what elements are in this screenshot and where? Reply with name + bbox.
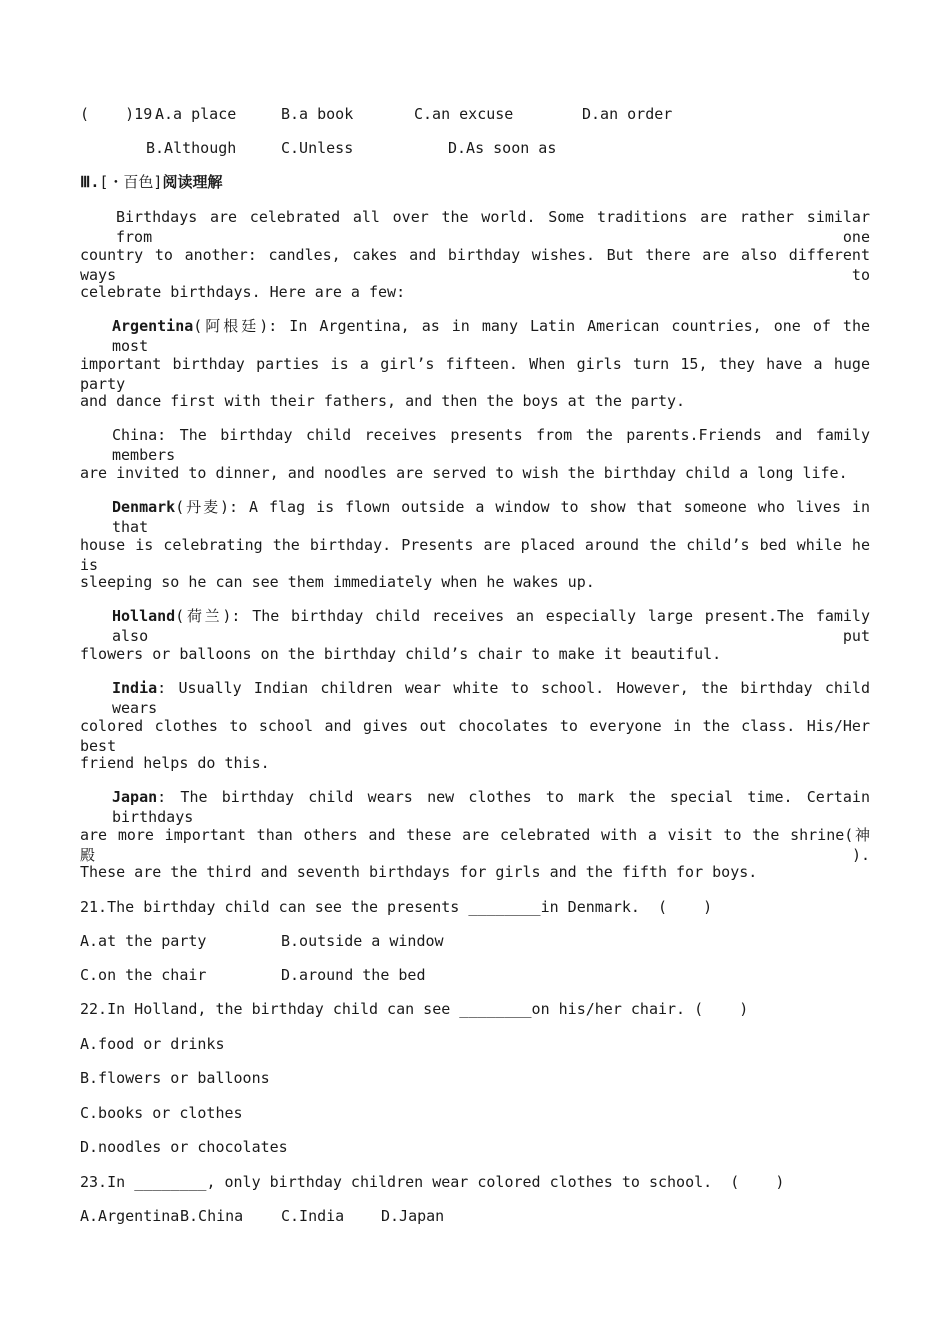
option-b: B.outside a window [281, 932, 444, 950]
country-name-argentina: Argentina [112, 317, 194, 335]
answer-blank: ________ [459, 1000, 532, 1018]
option-a: A.at the party [80, 932, 207, 950]
question-19-number: ( )19. [80, 105, 162, 123]
option-b: B.Although [146, 139, 237, 157]
paragraph-line: are invited to dinner, and noodles are served to wish the birthday child a long life. [80, 464, 848, 482]
denmark-text: (丹麦): A flag is flown outside a window to show that someone who lives in that [112, 498, 870, 536]
japan-paragraph-line [112, 787, 870, 827]
section-source: [・百色] [99, 173, 163, 191]
paragraph-line: friend helps do this. [80, 754, 270, 772]
answer-blank: ________ [134, 1173, 207, 1191]
option-c: C.India [281, 1207, 345, 1225]
stem-text: , only birthday children wear colored clothes to school. ( ) [206, 1173, 785, 1191]
japan-text: : The birthday child wears new clothes to mark the special time. Certain birthdays [112, 788, 870, 826]
paragraph-line: sleeping so he can see them immediately when he wakes up. [80, 573, 595, 591]
option-d: D.an order [582, 105, 673, 123]
option-b: B.a book [281, 105, 354, 123]
paragraph-line: important birthday parties is a girl’s fifteen. When girls turn 15, they have a huge party [80, 355, 870, 393]
option-b: B.China [180, 1207, 244, 1225]
option-d: D.around the bed [281, 966, 426, 984]
paragraph-line: flowers or balloons on the birthday child’s chair to make it beautiful. [80, 645, 722, 663]
paragraph-line: Birthdays are celebrated all over the world. Some traditions are rather similar from one [116, 208, 870, 246]
option-a: A.food or drinks [80, 1035, 225, 1053]
option-d: D.As soon as [448, 139, 557, 157]
option-a: A.a place [155, 105, 237, 123]
india-text: : Usually Indian children wear white to school. However, the birthday child wears [112, 679, 870, 717]
option-d: D.Japan [381, 1207, 445, 1225]
section-number: Ⅲ. [80, 173, 100, 191]
answer-blank: ________ [468, 898, 541, 916]
country-name-japan: Japan [112, 788, 158, 806]
paragraph-line: country to another: candles, cakes and birthday wishes. But there are also different ways to [80, 246, 870, 284]
paragraph-line: celebrate birthdays. Here are a few: [80, 283, 406, 301]
question-23-stem [80, 1172, 784, 1192]
stem-text: 21.The birthday child can see the presents [80, 898, 469, 916]
paragraph-line: are more important than others and these are celebrated with a visit to the shrine(神殿). [80, 826, 870, 864]
stem-text: 22.In Holland, the birthday child can see [80, 1000, 460, 1018]
country-name-india: India [112, 679, 158, 697]
option-d: D.noodles or chocolates [80, 1138, 288, 1156]
section-title: 阅读理解 [162, 173, 223, 191]
paragraph-line: and dance first with their fathers, and then the boys at the party. [80, 392, 686, 410]
india-paragraph-line [112, 678, 870, 718]
argentina-text: (阿根廷): In Argentina, as in many Latin American countries, one of the most [112, 317, 870, 355]
option-c: C.Unless [281, 139, 354, 157]
country-name-denmark: Denmark [112, 498, 176, 516]
china-paragraph-line: China: The birthday child receives presents from the parents.Friends and family members [112, 426, 870, 464]
stem-text: on his/her chair. ( ) [531, 1000, 749, 1018]
paragraph-line: house is celebrating the birthday. Presents are placed around the child’s bed while he is [80, 536, 870, 574]
holland-text: (荷兰): The birthday child receives an especially large present.The family also put [112, 607, 870, 645]
section-heading [80, 172, 222, 192]
country-name-holland: Holland [112, 607, 176, 625]
paragraph-line: colored clothes to school and gives out chocolates to everyone in the class. His/Her best [80, 717, 870, 755]
stem-text: in Denmark. ( ) [540, 898, 713, 916]
denmark-paragraph-line [112, 497, 870, 537]
question-22-stem [80, 999, 748, 1019]
stem-text: 23.In [80, 1173, 135, 1191]
option-c: C.an excuse [414, 105, 514, 123]
option-c: C.books or clothes [80, 1104, 243, 1122]
option-a: A.Argentina [80, 1207, 180, 1225]
option-c: C.on the chair [80, 966, 207, 984]
holland-paragraph-line [112, 606, 870, 646]
question-21-stem [80, 897, 712, 917]
argentina-paragraph-line [112, 316, 870, 356]
option-b: B.flowers or balloons [80, 1069, 270, 1087]
paragraph-line: These are the third and seventh birthdays for girls and the fifth for boys. [80, 863, 758, 881]
